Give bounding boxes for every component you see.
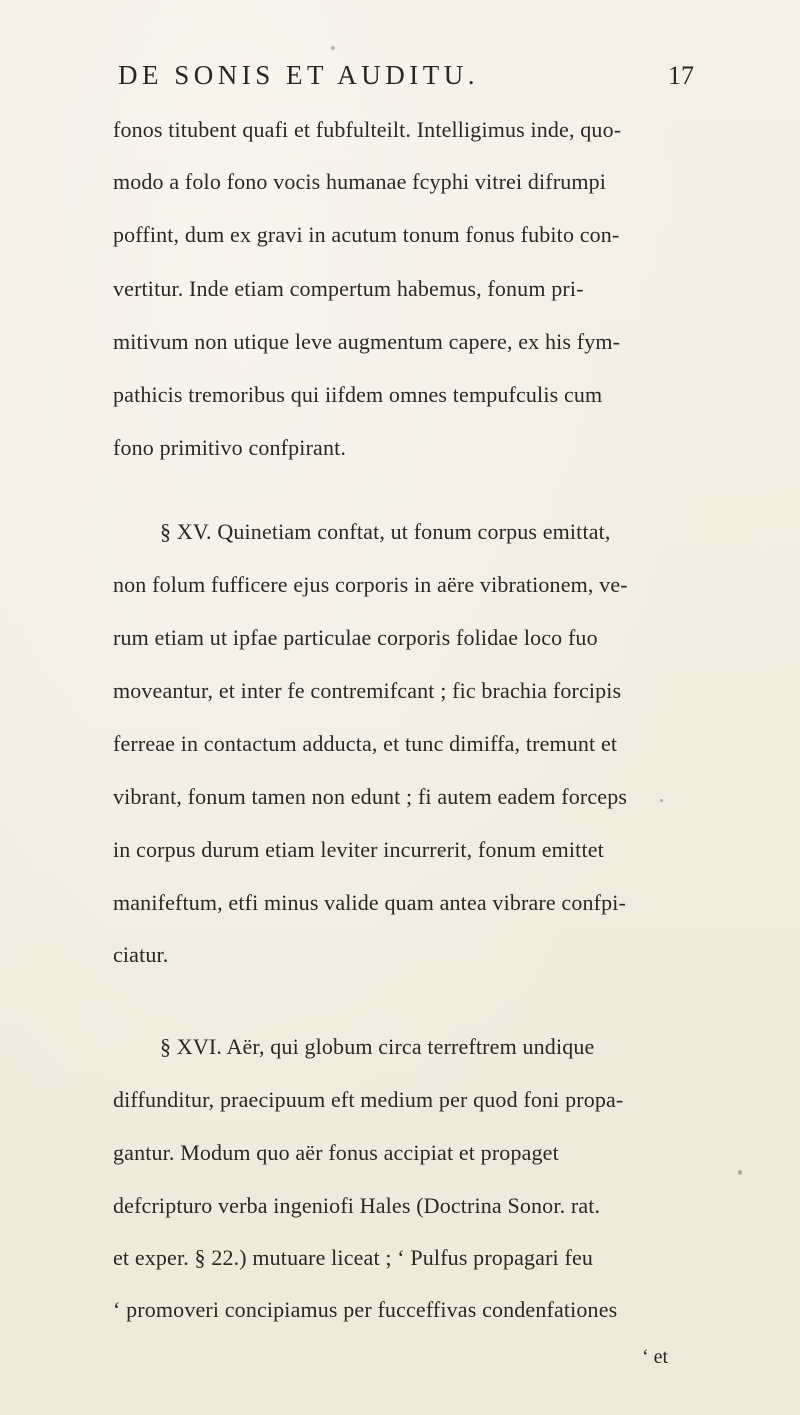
- text-line: vertitur. Inde etiam compertum habemus, fonum pri-: [113, 276, 584, 301]
- text-line: ciatur.: [113, 942, 169, 967]
- text-line: manifeftum, etfi minus valide quam antea vibrare confpi-: [113, 890, 626, 915]
- text-line: pathicis tremoribus qui iifdem omnes tempufculis cum: [113, 382, 603, 407]
- text-line: et exper. § 22.) mutuare liceat ; ‘ Pulfus propagari feu: [113, 1245, 594, 1270]
- text-line: diffunditur, praecipuum eft medium per quod foni propa-: [113, 1087, 624, 1112]
- text-line: modo a folo fono vocis humanae fcyphi vitrei difrumpi: [113, 169, 607, 194]
- text-line: gantur. Modum quo aër fonus accipiat et propaget: [113, 1140, 559, 1165]
- paper-speck: [440, 852, 443, 855]
- text-line: poffint, dum ex gravi in acutum tonum fonus fubito con-: [113, 222, 620, 247]
- paper-speck: [738, 1170, 742, 1175]
- text-line: vibrant, fonum tamen non edunt ; fi autem eadem forceps: [113, 784, 628, 809]
- section-heading-line: § XV. Quinetiam conftat, ut fonum corpus emittat,: [160, 519, 611, 544]
- catchword: ‘ et: [642, 1346, 669, 1368]
- text-line: ‘ promoveri concipiamus per fucceffivas condenfationes: [113, 1297, 618, 1322]
- text-line: fonos titubent quafi et fubfulteilt. Intelligimus inde, quo-: [113, 117, 622, 142]
- paper-speck: [660, 799, 663, 802]
- text-line: fono primitivo confpirant.: [113, 435, 347, 460]
- section-heading-line: § XVI. Aër, qui globum circa terreftrem undique: [160, 1034, 595, 1059]
- text-line: moveantur, et inter fe contremifcant ; fic brachia forcipis: [113, 678, 622, 703]
- page-header: [0, 60, 800, 100]
- text-line: mitivum non utique leve augmentum capere, ex his fym-: [113, 329, 621, 354]
- running-head: DE SONIS ET AUDITU.: [118, 60, 479, 90]
- text-line: in corpus durum etiam leviter incurrerit, fonum emittet: [113, 837, 604, 862]
- text-line: non folum fufficere ejus corporis in aëre vibrationem, ve-: [113, 572, 628, 597]
- text-line: defcripturo verba ingeniofi Hales (Doctrina Sonor. rat.: [113, 1193, 601, 1218]
- text-line: rum etiam ut ipfae particulae corporis folidae loco fuo: [113, 625, 598, 650]
- paper-speck: [331, 46, 335, 50]
- text-line: ferreae in contactum adducta, et tunc dimiffa, tremunt et: [113, 731, 618, 756]
- page-number: 17: [668, 61, 694, 90]
